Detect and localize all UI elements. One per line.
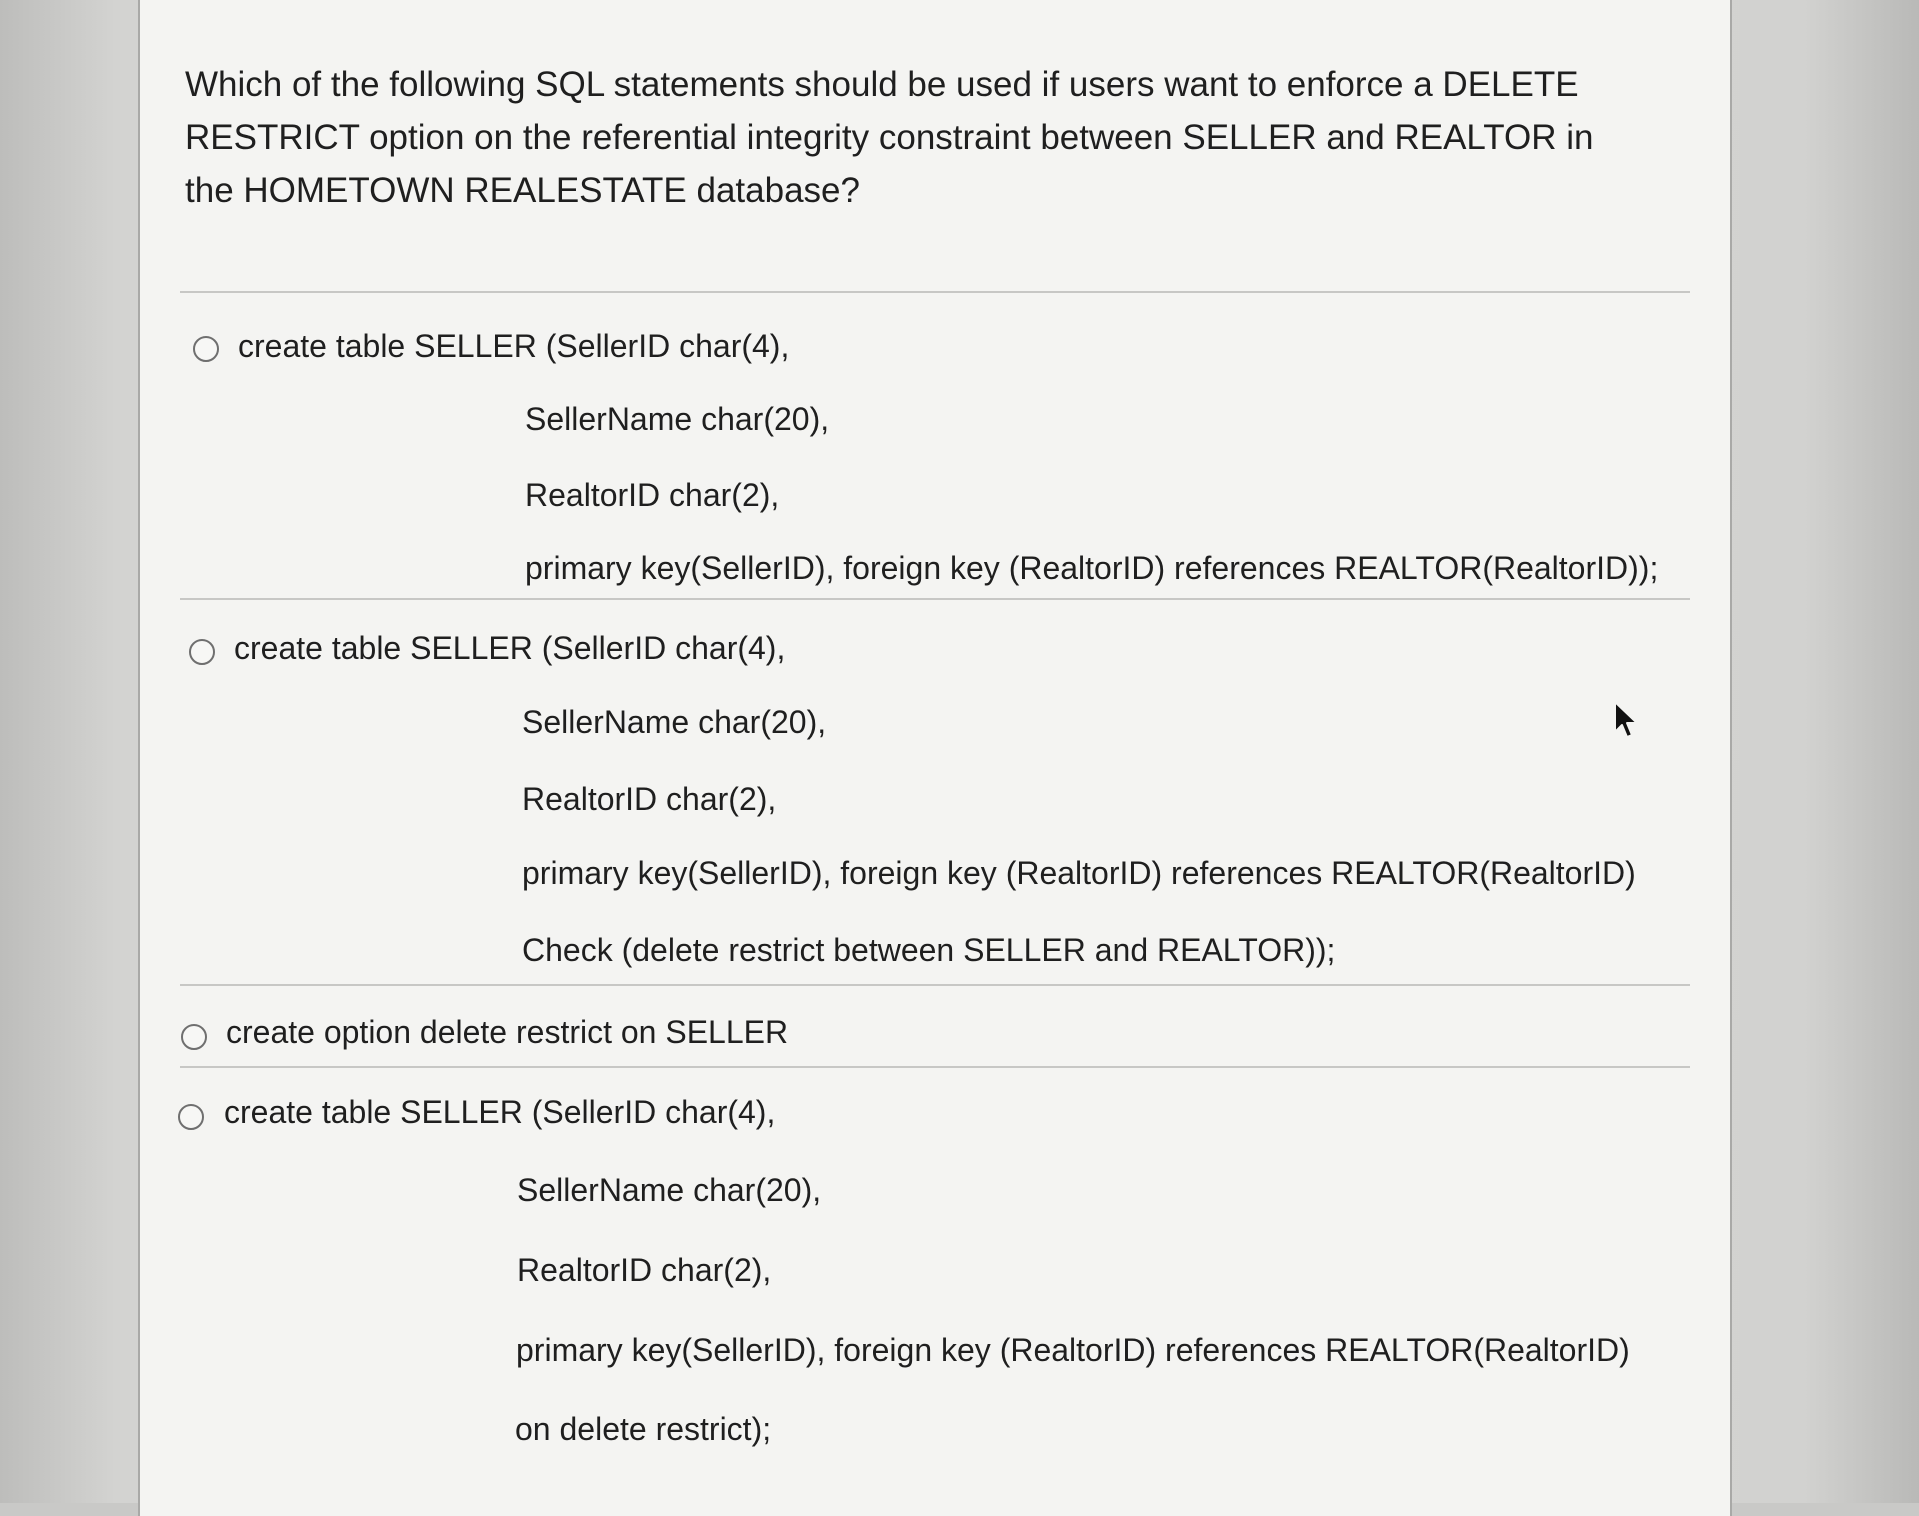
option-1-line-4: primary key(SellerID), foreign key (RealtorID) references REALTOR(RealtorID));	[525, 550, 1659, 586]
option-4-line-2: SellerName char(20),	[517, 1172, 822, 1208]
option-4-line-1: create table SELLER (SellerID char(4),	[224, 1094, 776, 1130]
radio-button-option-4[interactable]	[178, 1104, 204, 1130]
option-4-line-3: RealtorID char(2),	[517, 1252, 772, 1288]
radio-button-option-2[interactable]	[189, 639, 215, 665]
option-1-line-3: RealtorID char(2),	[525, 477, 780, 513]
option-1-line-2: SellerName char(20),	[525, 401, 830, 437]
divider	[180, 598, 1690, 600]
option-2-line-4: primary key(SellerID), foreign key (RealtorID) references REALTOR(RealtorID)	[522, 855, 1636, 891]
option-3-line-1: create option delete restrict on SELLER	[226, 1014, 789, 1050]
option-4-line-5: on delete restrict);	[515, 1411, 772, 1447]
question-text: Which of the following SQL statements should be used if users want to enforce a DELETE RESTRICT option on the referential integrity constraint between SELLER and REALTOR in the HOMETOWN REALESTATE database?	[185, 65, 1594, 210]
mouse-pointer-icon	[1612, 700, 1642, 742]
option-2-line-2: SellerName char(20),	[522, 704, 827, 740]
radio-button-option-3[interactable]	[181, 1024, 207, 1050]
option-4-line-4: primary key(SellerID), foreign key (RealtorID) references REALTOR(RealtorID)	[516, 1332, 1630, 1368]
divider	[180, 1066, 1690, 1068]
option-2-line-1: create table SELLER (SellerID char(4),	[234, 630, 786, 666]
option-2-line-3: RealtorID char(2),	[522, 781, 777, 817]
question-panel	[138, 0, 1732, 1516]
option-1-line-1: create table SELLER (SellerID char(4),	[238, 328, 790, 364]
divider	[180, 984, 1690, 986]
radio-button-option-1[interactable]	[193, 336, 219, 362]
divider	[180, 291, 1690, 293]
option-2-line-5: Check (delete restrict between SELLER and REALTOR));	[522, 932, 1336, 968]
